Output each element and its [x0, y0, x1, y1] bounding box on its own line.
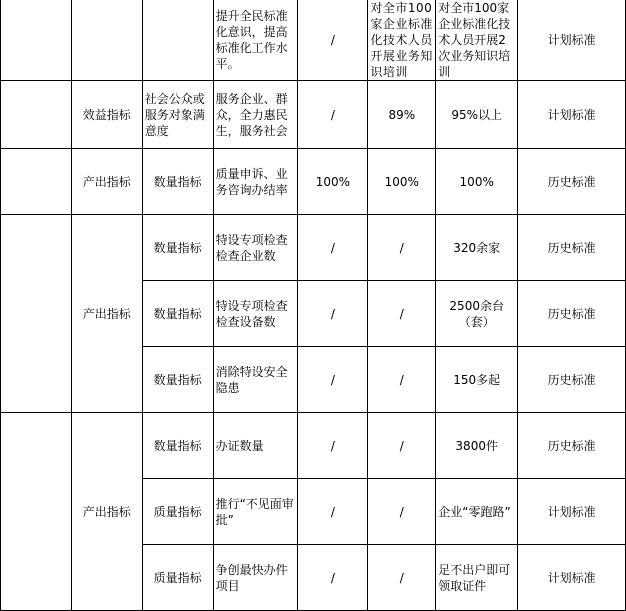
cell-value-c: 3800件	[436, 413, 518, 479]
cell-basis: 历史标准	[518, 347, 626, 413]
cell-indicator: 质量申诉、业务咨询办结率	[213, 149, 298, 215]
cell-value-c: 100%	[436, 149, 518, 215]
cell-value-a: /	[298, 215, 368, 281]
cell-value-c: 2500余台（套）	[436, 281, 518, 347]
cell-value-a: /	[298, 479, 368, 545]
cell-level2: 产出指标	[71, 215, 142, 413]
cell-value-a: /	[298, 413, 368, 479]
cell-value-b: /	[368, 413, 436, 479]
cell-level1	[1, 413, 72, 611]
cell-basis: 历史标准	[518, 149, 626, 215]
cell-value-a: /	[298, 545, 368, 611]
table-row	[1, 413, 626, 479]
cell-level2	[71, 0, 142, 81]
cell-value-a: /	[298, 281, 368, 347]
cell-level2: 效益指标	[71, 81, 142, 149]
cell-value-a: 100%	[298, 149, 368, 215]
cell-basis: 历史标准	[518, 215, 626, 281]
cell-value-c: 对全市100家企业标准化技术人员开展2次业务知识培训	[436, 0, 518, 81]
cell-indicator: 特设专项检查检查企业数	[213, 215, 298, 281]
cell-value-b: /	[368, 215, 436, 281]
cell-value-b: /	[368, 545, 436, 611]
cell-level3: 质量指标	[142, 545, 213, 611]
cell-level2: 产出指标	[71, 413, 142, 611]
cell-value-b: 100%	[368, 149, 436, 215]
cell-level3: 质量指标	[142, 479, 213, 545]
cell-basis: 计划标准	[518, 479, 626, 545]
cell-level1	[1, 0, 72, 81]
cell-value-c: 足不出户即可领取证件	[436, 545, 518, 611]
cell-level3: 数量指标	[142, 149, 213, 215]
cell-value-c: 320余家	[436, 215, 518, 281]
cell-level2: 产出指标	[71, 149, 142, 215]
cell-level3: 数量指标	[142, 281, 213, 347]
cell-level1	[1, 81, 72, 149]
cell-basis: 历史标准	[518, 413, 626, 479]
cell-basis: 计划标准	[518, 0, 626, 81]
cell-level3: 数量指标	[142, 413, 213, 479]
cell-indicator: 服务企业、群众，全力惠民生，服务社会	[213, 81, 298, 149]
cell-indicator: 推行“不见面审批”	[213, 479, 298, 545]
cell-basis: 计划标准	[518, 545, 626, 611]
cell-value-c: 150多起	[436, 347, 518, 413]
cell-indicator: 提升全民标准化意识，提高标准化工作水平。	[213, 0, 298, 81]
cell-level3: 数量指标	[142, 347, 213, 413]
table-row	[1, 149, 626, 215]
cell-value-a: /	[298, 347, 368, 413]
cell-level3	[142, 0, 213, 81]
cell-value-b: /	[368, 347, 436, 413]
cell-value-b: 89%	[368, 81, 436, 149]
cell-value-b: /	[368, 281, 436, 347]
cell-level1	[1, 149, 72, 215]
table-row	[1, 0, 626, 81]
cell-value-b: /	[368, 479, 436, 545]
cell-value-c: 企业“零跑路”	[436, 479, 518, 545]
cell-level1	[1, 215, 72, 413]
table-row	[1, 215, 626, 281]
cell-value-b: 对全市100家企业标准化技术人员开展业务知识培训	[368, 0, 436, 81]
cell-level3: 社会公众或服务对象满意度	[142, 81, 213, 149]
cell-value-c: 95%以上	[436, 81, 518, 149]
cell-indicator: 特设专项检查检查设备数	[213, 281, 298, 347]
cell-value-a: /	[298, 81, 368, 149]
cell-indicator: 消除特设安全隐患	[213, 347, 298, 413]
cell-basis: 历史标准	[518, 281, 626, 347]
cell-level3: 数量指标	[142, 215, 213, 281]
cell-indicator: 争创最快办件项目	[213, 545, 298, 611]
cell-value-a: /	[298, 0, 368, 81]
table-row	[1, 81, 626, 149]
cell-indicator: 办证数量	[213, 413, 298, 479]
cell-basis: 计划标准	[518, 81, 626, 149]
